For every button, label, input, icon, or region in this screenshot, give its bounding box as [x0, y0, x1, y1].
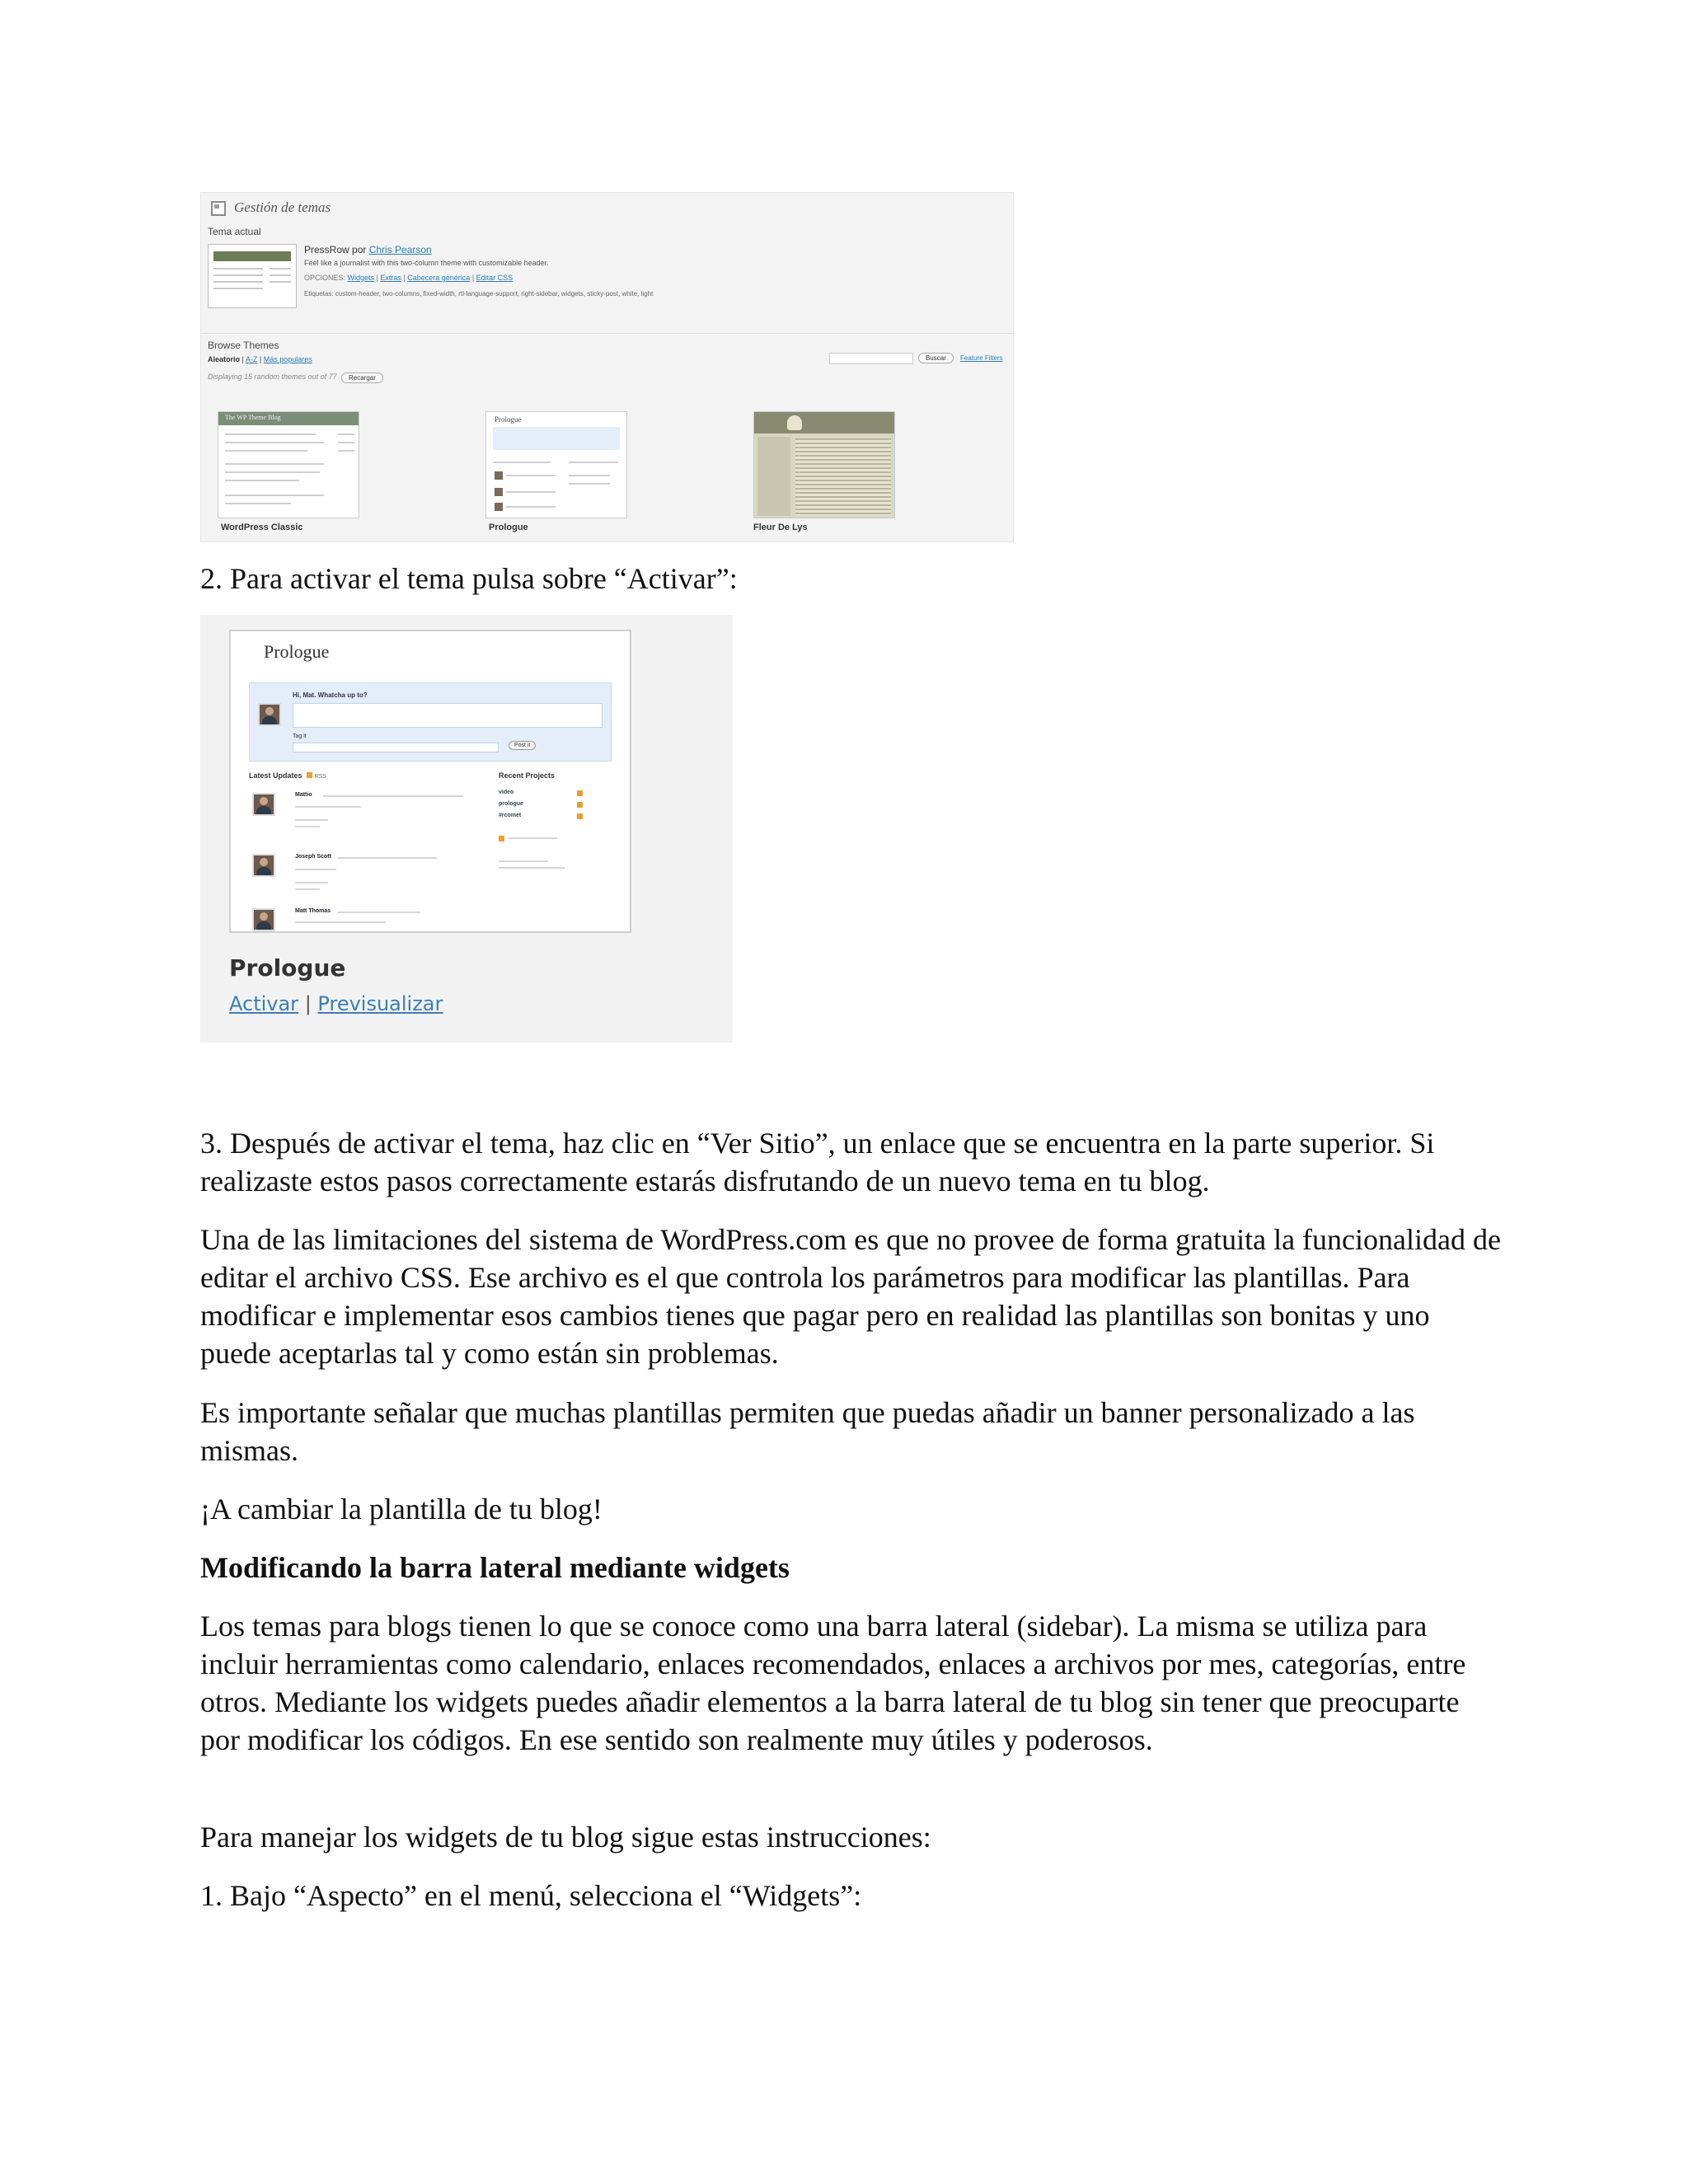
paragraph-banner: Es importante señalar que muchas plantillas permiten que puedas añadir un banner personalizado a las mismas. [200, 1396, 1415, 1467]
paragraph-sidebar: Los temas para blogs tienen lo que se conoce como una barra lateral (sidebar). La misma se utiliza para incluir herramientas como calendario, enlaces recomendados, enlaces a archivos por mes, categorías, entre otros. Mediante los widgets puedes añadir elementos a la barra lateral de tu blog sin tener que preocuparte por modificar los códigos. En ese sentido son realmente muy útiles y poderosos. [200, 1610, 1466, 1756]
avatar [252, 908, 275, 931]
entry-author: Matt Thomas [295, 908, 331, 914]
theme-search-input[interactable] [829, 353, 913, 364]
theme-name: Prologue [229, 954, 346, 982]
theme-thumbnail-classic[interactable]: The WP Theme Blog [218, 411, 359, 518]
preview-link[interactable]: Previsualizar [317, 992, 443, 1015]
current-theme-label: Tema actual [208, 226, 261, 237]
post-box [249, 682, 612, 762]
project-item[interactable]: video [499, 790, 514, 795]
theme-thumbnail-prologue[interactable]: Prologue [485, 411, 627, 518]
rss-icon [499, 836, 504, 841]
section-divider [201, 333, 1013, 334]
prologue-theme-screenshot [200, 615, 733, 1043]
paragraph-css-limitation: Una de las limitaciones del sistema de WordPress.com es que no provee de forma gratuita la funcionalidad de editar el archivo CSS. Ese archivo es el que controla los parámetros para modificar las plantillas. Para modificar e implementar esos cambios tienes que pagar pero en realidad las plantillas son bonitas y uno puede aceptarlas tal y como están sin problemas. [200, 1223, 1501, 1370]
page-title: Gestión de temas [234, 199, 331, 215]
filter-az[interactable]: A-Z [245, 355, 258, 363]
prologue-title: Prologue [264, 641, 330, 662]
entry-author: Joseph Scott [295, 854, 331, 860]
step-2-text: 2. Para activar el tema pulsa sobre “Activar”: [200, 562, 738, 595]
latest-updates-heading: Latest Updates RSS [249, 771, 326, 780]
current-theme-name: PressRow por Chris Pearson [304, 244, 432, 255]
theme-name-prologue: Prologue [489, 523, 528, 532]
prologue-preview [229, 630, 631, 933]
theme-options: OPCIONES: Widgets | Extras | Cabecera genérica | Editar CSS [304, 274, 513, 282]
project-item[interactable]: #rcomet [499, 813, 522, 818]
theme-name-classic: WordPress Classic [221, 523, 303, 532]
rss-icon [307, 772, 312, 778]
appearance-icon [211, 201, 226, 216]
rss-icon [577, 790, 583, 796]
feature-filters-link[interactable]: Feature Filters [960, 354, 1003, 362]
reload-button[interactable]: Recargar [341, 373, 383, 383]
recent-projects-heading: Recent Projects [499, 771, 556, 780]
paragraph-instructions: Para manejar los widgets de tu blog sigue estas instrucciones: [200, 1821, 931, 1854]
search-button[interactable]: Buscar [918, 353, 954, 363]
browse-filters: Aleatorio | A-Z | Más populares [208, 355, 312, 363]
paragraph-exclamation: ¡A cambiar la plantilla de tu blog! [200, 1493, 603, 1526]
project-item[interactable]: prologue [499, 801, 523, 807]
step-1-widgets: 1. Bajo “Aspecto” en el menú, selecciona el “Widgets”: [200, 1879, 862, 1912]
theme-name-fleur: Fleur De Lys [753, 523, 808, 532]
fleur-de-lys-icon [787, 415, 802, 430]
step-3-text: 3. Después de activar el tema, haz clic en “Ver Sitio”, un enlace que se encuentra en la parte superior. Si realizaste estos pasos correctamente estarás disfrutando de un nuevo tema en tu blog. [200, 1127, 1435, 1197]
browse-themes-label: Browse Themes [208, 340, 279, 351]
current-theme-thumbnail [208, 244, 297, 308]
option-extras-link[interactable]: Extras [380, 274, 401, 282]
displaying-count: Displaying 15 random themes out of 77 [208, 373, 337, 381]
theme-thumbnail-fleur[interactable] [753, 411, 895, 518]
theme-management-screenshot [200, 192, 1014, 542]
filter-popular[interactable]: Más populares [263, 355, 312, 363]
option-header-link[interactable]: Cabecera genérica [407, 274, 471, 282]
tag-label: Tag it [293, 733, 307, 739]
current-theme-description: Feel like a journalist with this two-column theme with customizable header. [304, 259, 549, 267]
avatar [252, 854, 275, 877]
rss-icon [577, 813, 583, 819]
entry-author: Mattio [295, 792, 312, 798]
greeting: Hi, Mat. Whatcha up to? [293, 691, 368, 699]
activate-link[interactable]: Activar [229, 992, 299, 1015]
tag-input[interactable] [293, 743, 499, 752]
theme-actions: Activar | Previsualizar [229, 992, 443, 1015]
option-edit-css-link[interactable]: Editar CSS [476, 274, 513, 282]
avatar [258, 703, 281, 726]
filter-random[interactable]: Aleatorio [208, 355, 241, 363]
theme-tags: Etiquetas: custom-header, two-columns, fixed-width, rtl-language-support, right-sidebar, widgets, sticky-post, white, light [304, 290, 654, 298]
post-textarea[interactable] [293, 703, 603, 728]
post-button[interactable]: Post it [509, 741, 536, 750]
theme-author-link[interactable]: Chris Pearson [368, 244, 432, 255]
option-widgets-link[interactable]: Widgets [347, 274, 375, 282]
section-heading: Modificando la barra lateral mediante widgets [200, 1551, 790, 1584]
rss-icon [577, 802, 583, 808]
avatar [252, 793, 275, 816]
